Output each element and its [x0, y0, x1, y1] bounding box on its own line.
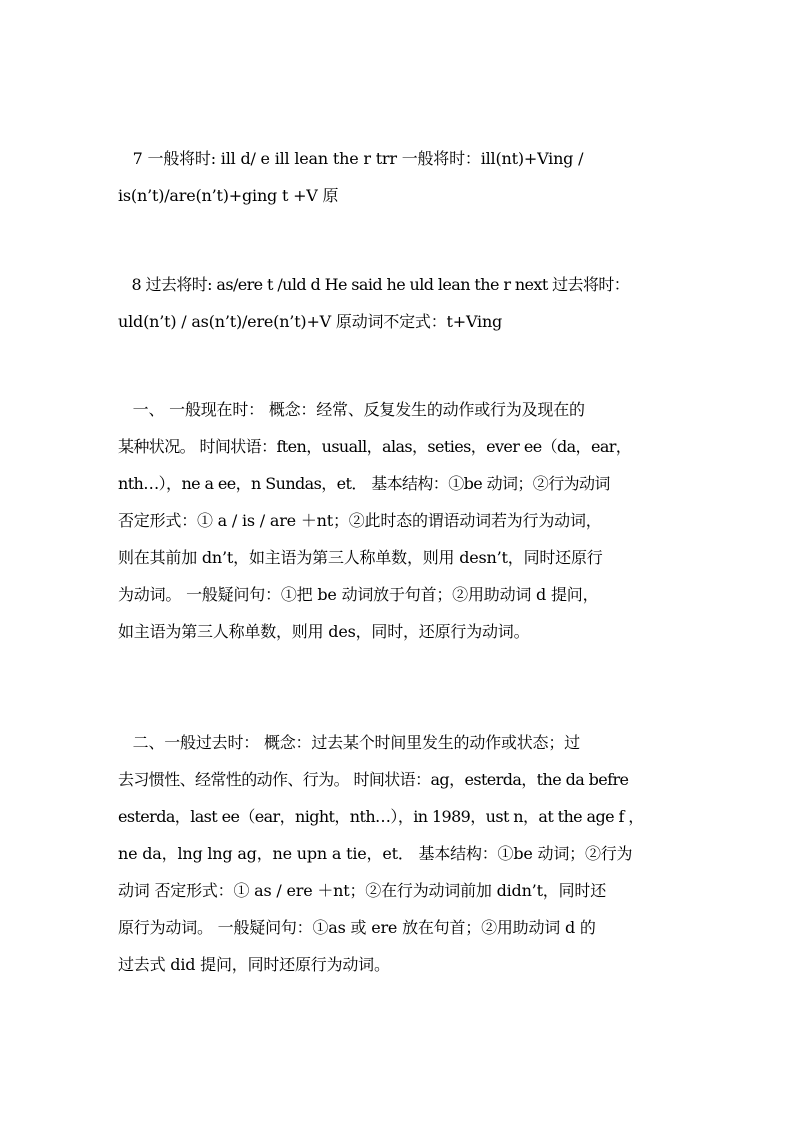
text-line: 则在其前加 dn’t，如主语为第三人称单数，则用 desn’t，同时还原行 [118, 548, 603, 567]
text-line: 否定形式：① a / is / are ＋nt；②此时态的谓语动词若为行为动词， [118, 511, 602, 530]
text-line: 如主语为第三人称单数，则用 des，同时，还原行为动词。 [118, 622, 530, 641]
text-line: 7 一般将时: ill d/ e ill lean the r trr 一般将时：ill(nt)+Ving / [118, 149, 584, 168]
text-line: ne da，lng lng ag，ne upn a tie，et． 基本结构：①be 动词；②行为 [118, 844, 633, 863]
paragraph-simple-past [118, 724, 688, 983]
text-line: 二、一般过去时： 概念：过去某个时间里发生的动作或状态；过 [118, 733, 580, 752]
text-line: 原行为动词。 一般疑问句：①as 或 ere 放在句首；②用助动词 d 的 [118, 918, 596, 937]
paragraph-past-future [118, 266, 688, 340]
text-line: 去习惯性、经常性的动作、行为。 时间状语：ag，esterda，the da befre [118, 770, 629, 789]
text-line: nth…），ne a ee，n Sundas，et． 基本结构：①be 动词；②行为动词 [118, 474, 610, 493]
text-line: 一、 一般现在时： 概念：经常、反复发生的动作或行为及现在的 [118, 400, 585, 419]
text-line: esterda，last ee（ear，night，nth…），in 1989，ust n，at the age f ， [118, 807, 644, 826]
text-line: 过去式 did 提问，同时还原行为动词。 [118, 955, 390, 974]
text-line: uld(n’t) / as(n’t)/ere(n’t)+V 原动词不定式：t+Ving [118, 312, 503, 331]
text-line: is(n’t)/are(n’t)+ging t +V 原 [118, 186, 339, 205]
text-line: 某种状况。 时间状语：ften，usuall，alas，seties，ever ee（da，ear， [118, 437, 632, 456]
text-line: 8 过去将时: as/ere t /uld d He said he uld lean the r next 过去将时： [118, 275, 630, 294]
paragraph-future-simple [118, 140, 688, 214]
text-line: 动词 否定形式：① as / ere ＋nt；②在行为动词前加 didn’t，同时还 [118, 881, 606, 900]
paragraph-simple-present [118, 391, 688, 650]
text-line: 为动词。 一般疑问句：①把 be 动词放于句首；②用助动词 d 提问， [118, 585, 599, 604]
